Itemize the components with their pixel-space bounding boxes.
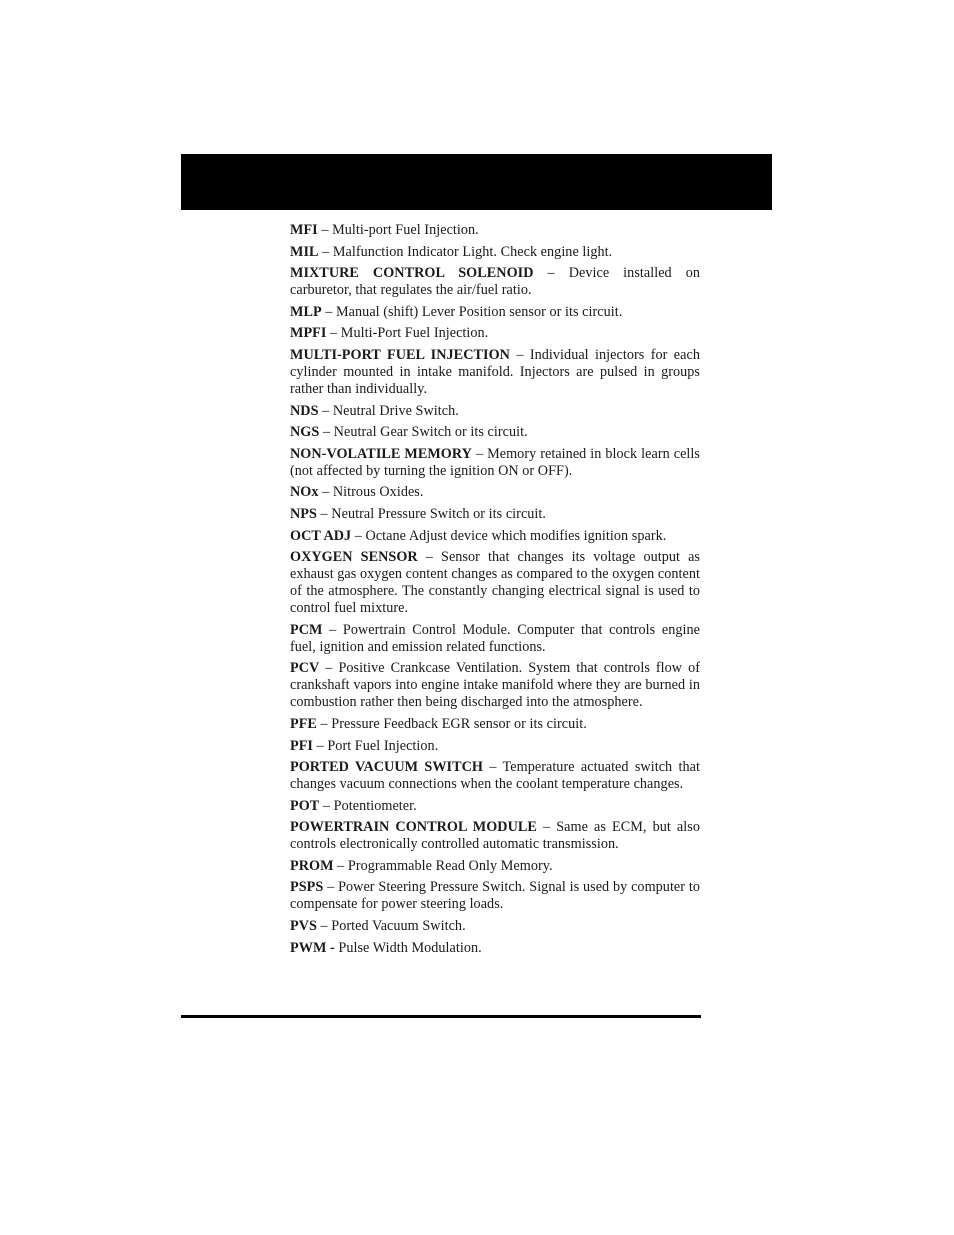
glossary-separator: –: [313, 737, 328, 754]
glossary-term: PSPS: [290, 879, 324, 896]
glossary-term: PORTED VACUUM SWITCH: [290, 759, 484, 776]
glossary-separator: –: [319, 797, 334, 814]
glossary-separator: –: [316, 505, 332, 522]
glossary-separator: -: [326, 939, 339, 956]
glossary-separator: –: [333, 857, 348, 874]
glossary-entry: [290, 879, 700, 913]
glossary-separator: –: [321, 303, 337, 320]
glossary-definition: Powertrain Control Module. Computer that controls engine fuel, ignition and emission related functions.: [290, 621, 700, 655]
glossary-entry: [290, 244, 700, 261]
glossary-entry: [290, 738, 700, 755]
glossary-separator: –: [326, 325, 341, 342]
glossary-separator: –: [318, 243, 333, 260]
glossary-entry: [290, 403, 700, 420]
glossary-definition: Nitrous Oxides.: [332, 484, 424, 501]
glossary-definition: Octane Adjust device which modifies ignition spark.: [365, 527, 667, 544]
glossary-definition: Neutral Drive Switch.: [332, 402, 459, 419]
glossary-separator: –: [351, 527, 366, 544]
glossary-definition: Neutral Pressure Switch or its circuit.: [331, 505, 547, 522]
glossary-term: MIXTURE CONTROL SOLENOID: [290, 265, 534, 282]
glossary-entry: [290, 716, 700, 733]
glossary-separator: –: [417, 549, 441, 566]
glossary-separator: –: [322, 621, 343, 638]
glossary-list: [290, 222, 700, 961]
glossary-separator: –: [318, 484, 333, 501]
glossary-separator: –: [533, 265, 569, 282]
glossary-term: PFE: [290, 715, 317, 732]
glossary-entry: [290, 347, 700, 398]
glossary-definition: Positive Crankcase Ventilation. System that controls flow of crankshaft vapors into engine intake manifold where they are burned in combustion rather then being discharged into the atmosphere.: [290, 660, 701, 711]
glossary-term: NDS: [290, 402, 319, 419]
glossary-term: PFI: [290, 737, 314, 754]
glossary-term: NON-VOLATILE MEMORY: [290, 445, 472, 462]
glossary-definition: Sensor that changes its voltage output as exhaust gas oxygen content changes as compared to the oxygen content of the atmosphere. The constantly changing electrical signal is used to control fuel mixture.: [290, 549, 700, 617]
glossary-entry: [290, 759, 700, 793]
glossary-separator: –: [323, 879, 339, 896]
glossary-separator: –: [319, 660, 339, 677]
glossary-term: MLP: [290, 303, 322, 320]
glossary-definition: Multi-port Fuel Injection.: [332, 222, 479, 238]
bottom-rule: [181, 1015, 701, 1018]
glossary-entry: [290, 549, 700, 617]
glossary-term: POWERTRAIN CONTROL MODULE: [290, 819, 537, 836]
glossary-definition: Same as ECM, but also controls electronically controlled automatic transmission.: [290, 819, 700, 853]
glossary-separator: –: [536, 819, 557, 836]
glossary-entry: [290, 222, 700, 239]
glossary-term: MULTI-PORT FUEL INJECTION: [290, 346, 510, 363]
glossary-definition: Memory retained in block learn cells (not affected by turning the ignition ON or OFF).: [290, 445, 700, 479]
glossary-term: OXYGEN SENSOR: [290, 549, 418, 566]
glossary-term: PWM: [290, 939, 327, 956]
glossary-entry: [290, 304, 700, 321]
glossary-definition: Temperature actuated switch that changes vacuum connections when the coolant temperature changes.: [290, 759, 700, 793]
glossary-definition: Pressure Feedback EGR sensor or its circuit.: [331, 715, 587, 732]
glossary-term: MIL: [290, 243, 319, 260]
glossary-term: NPS: [290, 505, 317, 522]
glossary-definition: Manual (shift) Lever Position sensor or its circuit.: [336, 303, 623, 320]
glossary-entry: [290, 858, 700, 875]
glossary-definition: Malfunction Indicator Light. Check engine light.: [332, 243, 613, 260]
glossary-entry: [290, 660, 700, 711]
glossary-definition: Individual injectors for each cylinder mounted in intake manifold. Injectors are pulsed in groups rather than individually.: [290, 346, 700, 397]
glossary-term: POT: [290, 797, 320, 814]
glossary-separator: –: [509, 346, 530, 363]
glossary-definition: Pulse Width Modulation.: [338, 939, 482, 956]
glossary-separator: –: [483, 759, 503, 776]
glossary-definition: Port Fuel Injection.: [327, 737, 439, 754]
glossary-separator: –: [318, 402, 333, 419]
glossary-definition: Programmable Read Only Memory.: [347, 857, 553, 874]
glossary-term: PCM: [290, 621, 323, 638]
glossary-separator: –: [471, 445, 488, 462]
glossary-entry: [290, 819, 700, 853]
glossary-separator: –: [316, 918, 332, 935]
glossary-term: PVS: [290, 918, 317, 935]
glossary-term: PCV: [290, 660, 320, 677]
glossary-entry: [290, 424, 700, 441]
glossary-definition: Ported Vacuum Switch.: [331, 918, 466, 935]
glossary-definition: Power Steering Pressure Switch. Signal is used by computer to compensate for power steering loads.: [290, 879, 700, 913]
glossary-entry: [290, 528, 700, 545]
glossary-entry: [290, 506, 700, 523]
glossary-term: NGS: [290, 424, 320, 441]
glossary-entry: [290, 918, 700, 935]
glossary-entry: [290, 940, 700, 957]
glossary-term: MFI: [290, 222, 318, 238]
glossary-entry: [290, 265, 700, 299]
glossary-entry: [290, 798, 700, 815]
glossary-definition: Device installed on carburetor, that regulates the air/fuel ratio.: [290, 265, 700, 299]
glossary-definition: Neutral Gear Switch or its circuit.: [333, 424, 528, 441]
glossary-entry: [290, 484, 700, 501]
glossary-term: PROM: [290, 857, 334, 874]
glossary-term: OCT ADJ: [290, 527, 352, 544]
glossary-definition: Multi-Port Fuel Injection.: [340, 325, 489, 342]
glossary-separator: –: [316, 715, 332, 732]
header-bar: [181, 154, 772, 210]
glossary-separator: –: [317, 222, 333, 238]
glossary-entry: [290, 622, 700, 656]
glossary-entry: [290, 325, 700, 342]
glossary-entry: [290, 446, 700, 480]
glossary-separator: –: [319, 424, 334, 441]
glossary-definition: Potentiometer.: [333, 797, 417, 814]
glossary-term: MPFI: [290, 325, 327, 342]
glossary-term: NOx: [290, 484, 319, 501]
